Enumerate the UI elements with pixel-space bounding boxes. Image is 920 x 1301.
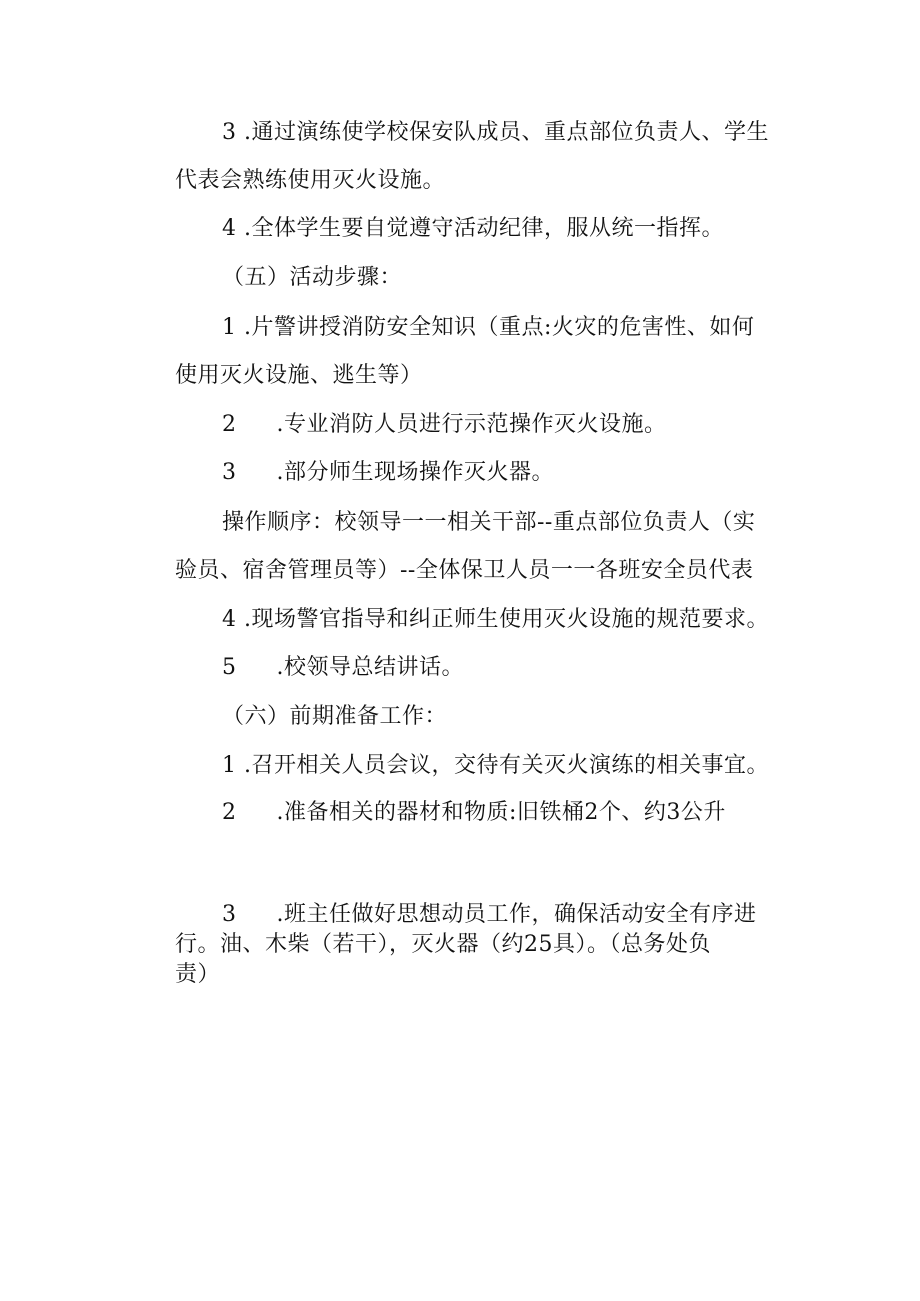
prep3-number: 3	[222, 902, 237, 927]
prep2-line	[222, 798, 726, 828]
step1-line1: 1 .片警讲授消防安全知识（重点:火灾的危害性、如何	[222, 315, 755, 340]
step1-line2: 使用灭火设施、逃生等）	[175, 363, 423, 388]
order-line1: 操作顺序：校领导一一相关干部--重点部位负责人（实	[222, 510, 756, 535]
order-line2: 验员、宿舍管理员等）--全体保卫人员一一各班安全员代表	[175, 558, 754, 583]
prep3-line2: 行。油、木柴（若干），灭火器（约25具）。（总务处负	[175, 932, 711, 957]
item3-line1: 3 .通过演练使学校保安队成员、重点部位负责人、学生	[222, 120, 769, 145]
step2-number: 2	[222, 412, 237, 437]
step4-line: 4 .现场警官指导和纠正师生使用灭火设施的规范要求。	[222, 607, 769, 632]
step2-line	[222, 410, 667, 440]
step5-text: .校领导总结讲话。	[276, 655, 464, 680]
item3-line2: 代表会熟练使用灭火设施。	[175, 168, 446, 193]
prep3-line3: 责）	[175, 962, 221, 987]
prep2-text: .准备相关的器材和物质:旧铁桶2个、约3公升	[276, 800, 726, 825]
step3-line	[222, 458, 554, 488]
prep3-line1	[222, 900, 757, 930]
prep1-line: 1 .召开相关人员会议，交待有关灭火演练的相关事宜。	[222, 753, 769, 778]
section6-heading: （六）前期准备工作：	[222, 704, 448, 729]
step5-line	[222, 653, 464, 683]
step2-text: .专业消防人员进行示范操作灭火设施。	[276, 412, 667, 437]
section5-heading: （五）活动步骤：	[222, 265, 403, 290]
step3-number: 3	[222, 460, 237, 485]
prep2-number: 2	[222, 800, 237, 825]
prep3-text: .班主任做好思想动员工作，确保活动安全有序进	[276, 902, 757, 927]
item4-line: 4 .全体学生要自觉遵守活动纪律，服从统一指挥。	[222, 216, 724, 241]
step3-text: .部分师生现场操作灭火器。	[276, 460, 554, 485]
step5-number: 5	[222, 655, 237, 680]
